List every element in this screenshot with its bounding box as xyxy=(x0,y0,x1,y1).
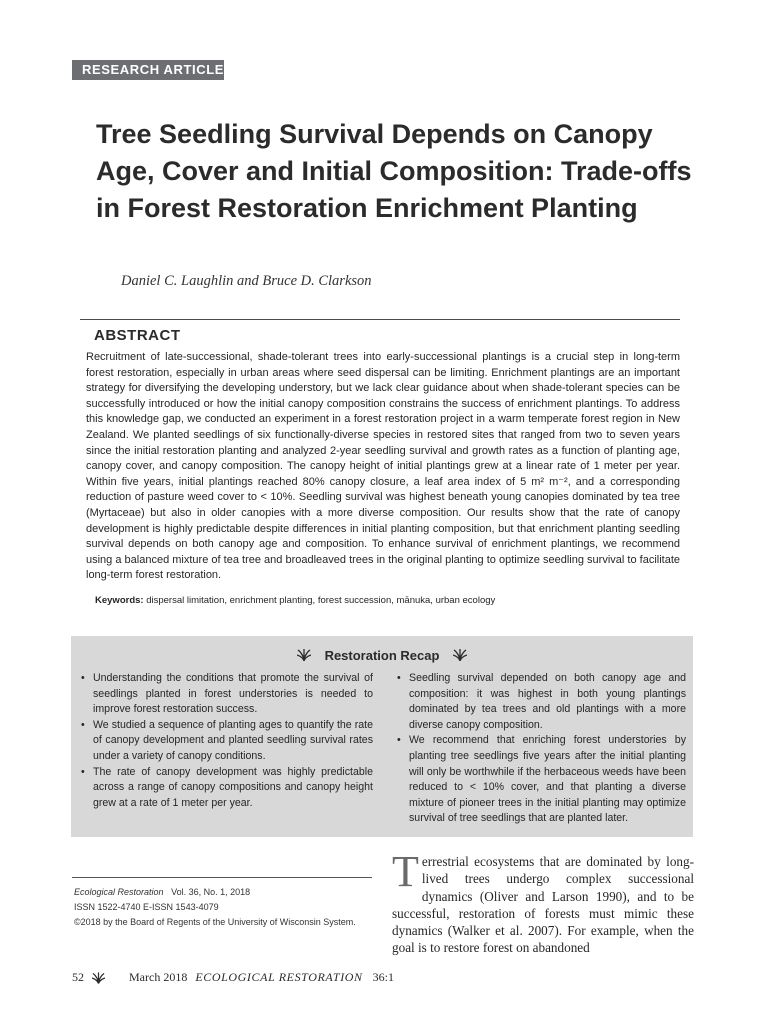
fern-icon xyxy=(297,649,311,661)
drop-cap: T xyxy=(392,847,419,896)
issn-info: ISSN 1522-4740 E-ISSN 1543-4079 xyxy=(74,901,219,912)
recap-bullet: • We studied a sequence of planting ages to quantify the rate of canopy development and planted seedling survival rates under a variety of canopy conditions. xyxy=(81,718,373,765)
article-title: Tree Seedling Survival Depends on Canopy Age, Cover and Initial Composition: Trade-offs in Forest Restoration Enrichment Planting xyxy=(96,119,692,223)
recap-bullet: • Seedling survival depended on both canopy age and composition: it was highest in both young plantings dominated by tea trees and old plantings with a more diverse canopy composition. xyxy=(397,671,686,733)
journal-volume-line xyxy=(74,885,356,900)
recap-bullet: • The rate of canopy development was highly predictable across a range of canopy compositions and canopy height grew at a rate of 1 meter per year. xyxy=(81,765,373,812)
publication-info xyxy=(74,885,356,929)
footer-issue: 36:1 xyxy=(372,970,395,984)
recap-right-column xyxy=(397,671,686,827)
article-type-label: RESEARCH ARTICLE xyxy=(72,60,224,80)
footer-journal-name: ECOLOGICAL RESTORATION xyxy=(195,970,363,984)
keywords xyxy=(95,595,495,606)
fern-icon xyxy=(453,649,467,661)
footer-divider xyxy=(72,877,372,878)
page-number: 52 xyxy=(72,970,84,984)
recap-bullet: • Understanding the conditions that promote the survival of seedlings planted in forest understories is needed to improve forest restoration success. xyxy=(81,671,373,718)
issue-date: March 2018 xyxy=(129,970,188,984)
body-text-column xyxy=(392,847,694,957)
recap-left-column xyxy=(81,671,373,811)
abstract-text: Recruitment of late-successional, shade-tolerant trees into early-successional plantings is a crucial step in long-term forest restoration, especially in urban areas where seed dispersal can be limiting. Enrichment plantings are an important strategy for diversifying the developing understory, but we lack clear guidance about when shade-tolerant species can be successfully introduced or how the initial canopy composition constrains the success of enrichment plantings. To address this knowledge gap, we conducted an experiment in a forest restoration project in a warm temperate forest region in New Zealand. We planted seedlings of six functionally-diverse species in restored sites that ranged from two to seven years since the initial restoration planting and analyzed 2-year seedling survival and growth rates as a function of planting age, canopy cover, and canopy composition. The canopy height of initial plantings grew at a linear rate of 1 meter per year. Within five years, initial plantings reached 80% canopy closure, a leaf area index of 5 m² m⁻², and a corresponding reduction of pasture weed cover to < 10%. Seedling survival was highest beneath young canopies dominated by tea tree (Myrtaceae) but also in older canopies with a more diverse composition. Our results show that the rate of canopy development is highly predictable despite differences in initial planting composition, but that enrichment planting seedling survival depends on both canopy age and composition. To enhance survival of enrichment plantings, we recommend using a balanced mixture of tea tree and broadleaved trees in the original planting to optimize seedling survival to facilitate long-term forest restoration. xyxy=(86,351,680,582)
abstract-divider xyxy=(80,319,680,320)
fern-icon xyxy=(92,972,105,984)
body-paragraph: errestrial ecosystems that are dominated by long-lived trees undergo complex successional dynamics (Oliver and Larson 1990), and to be successful, restoration of forests must mimic these dynamics (Walker et al. 2007). For example, when the goal is to restore forest on abandoned xyxy=(392,854,694,956)
page-footer xyxy=(72,970,394,985)
article-authors: Daniel C. Laughlin and Bruce D. Clarkson xyxy=(121,273,372,289)
recap-title xyxy=(71,648,693,663)
abstract-heading: ABSTRACT xyxy=(94,327,181,344)
recap-title-text: Restoration Recap xyxy=(324,648,440,663)
restoration-recap-box xyxy=(71,636,693,837)
keywords-label: Keywords: xyxy=(95,595,144,606)
journal-name: Ecological Restoration xyxy=(74,887,164,897)
keywords-list: dispersal limitation, enrichment planting, forest succession, mānuka, urban ecology xyxy=(146,595,496,606)
recap-bullet: • We recommend that enriching forest understories by planting tree seedlings five years after the initial planting will only be worthwhile if the herbaceous weeds have been reduced to < 10% cover, and that planting a diverse mixture of pioneer trees in the initial planting may optimize survival of tree seedlings that are planted later. xyxy=(397,733,686,827)
volume-info: Vol. 36, No. 1, 2018 xyxy=(171,887,251,897)
copyright-info: ©2018 by the Board of Regents of the University of Wisconsin System. xyxy=(74,916,356,927)
